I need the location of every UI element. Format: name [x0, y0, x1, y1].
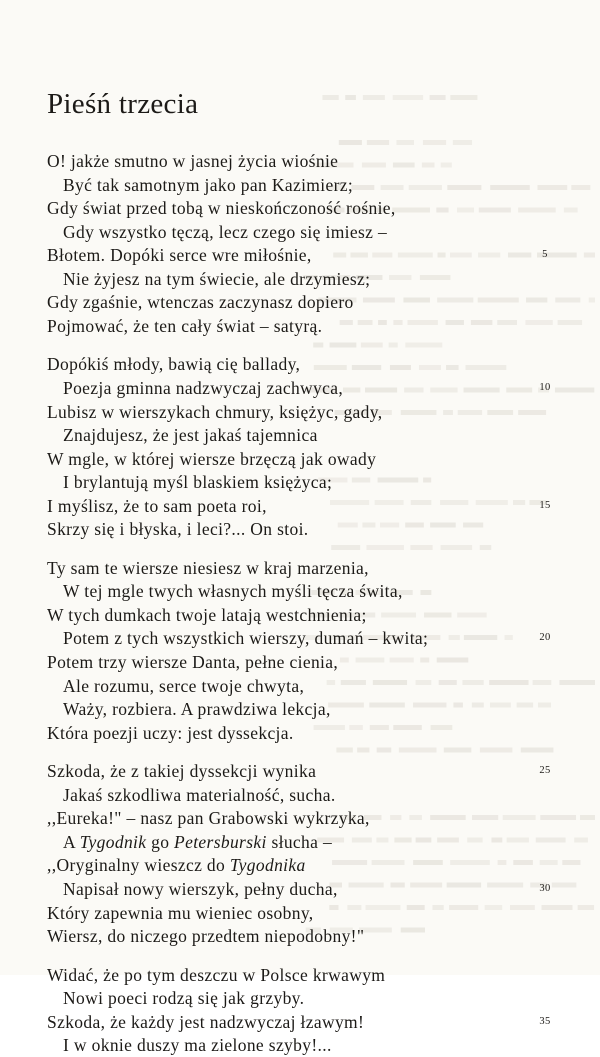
line-text: Ale rozumu, serce twoje chwyta,: [63, 675, 305, 696]
poem-line: [63, 1033, 332, 1057]
show-through-word: [513, 500, 525, 505]
show-through-word: [432, 905, 443, 910]
line-text: Gdy wszystko tęczą, lecz czego się imiesz –: [63, 221, 388, 242]
show-through-word: [489, 680, 528, 685]
show-through-word: [574, 838, 588, 843]
show-through-word: [347, 905, 361, 910]
poem-line: [47, 650, 338, 674]
poem-line: [63, 267, 370, 291]
show-through-word: [555, 388, 594, 393]
show-through-word: [458, 410, 482, 415]
show-through-word: [389, 275, 411, 280]
show-through-word: [491, 838, 502, 843]
show-through-word: [401, 928, 425, 933]
show-through-word: [507, 838, 529, 843]
show-through-word: [381, 613, 416, 618]
show-through-word: [403, 298, 430, 303]
show-through-word: [518, 410, 546, 415]
show-through-word: [478, 253, 500, 258]
poem-line: [47, 759, 316, 783]
show-through-word: [352, 838, 372, 843]
show-through-word: [513, 860, 533, 865]
poem-line: [47, 963, 385, 987]
show-through-word: [365, 388, 397, 393]
show-through-word: [340, 320, 353, 325]
line-text: ,,Oryginalny wieszcz do: [47, 855, 230, 876]
show-through-word: [584, 253, 595, 258]
poem-line: [47, 196, 396, 220]
show-through-word: [416, 838, 432, 843]
show-through-word: [537, 185, 567, 190]
line-text: Napisał nowy wierszyk, pełny ducha,: [63, 878, 338, 899]
line-text: Dopókiś młody, bawią cię ballady,: [47, 354, 301, 375]
poem-line: [63, 626, 428, 650]
poem-line: [63, 697, 331, 721]
poem-line: [63, 986, 304, 1010]
show-through-word: [580, 815, 595, 820]
show-through-word: [490, 185, 530, 190]
line-text: Która poezji uczy: jest dyssekcja.: [47, 722, 294, 743]
show-through-word: [423, 478, 431, 483]
show-through-word: [457, 208, 474, 213]
poem-line: [47, 290, 354, 314]
poem-line: [63, 579, 403, 603]
show-through-word: [424, 613, 451, 618]
show-through-word: [350, 253, 368, 258]
poem-line: [47, 853, 306, 877]
poem-line: [47, 901, 314, 925]
show-through-word: [328, 703, 364, 708]
show-through-word: [525, 320, 552, 325]
line-number: 25: [539, 765, 551, 777]
line-text: Być tak samotnym jako pan Kazimierz;: [63, 174, 354, 195]
show-through-word: [472, 815, 498, 820]
show-through-word: [333, 253, 346, 258]
show-through-word: [439, 680, 457, 685]
show-through-word: [362, 163, 386, 168]
show-through-word: [413, 703, 446, 708]
show-through-word: [487, 883, 523, 888]
line-text: ,,Eureka!" – nasz pan Grabowski wykrzyka,: [47, 808, 370, 829]
show-through-word: [440, 500, 468, 505]
poem-line: [63, 423, 318, 447]
show-through-word: [430, 388, 457, 393]
show-through-word: [361, 343, 383, 348]
show-through-word: [464, 388, 500, 393]
show-through-word: [480, 748, 513, 753]
show-through-word: [518, 208, 556, 213]
show-through-word: [327, 680, 335, 685]
show-through-word: [313, 343, 323, 348]
line-number: 5: [542, 249, 548, 261]
line-text: A: [63, 831, 80, 852]
show-through-word: [478, 298, 519, 303]
show-through-word: [376, 838, 388, 843]
show-through-word: [430, 523, 456, 528]
poem-line: [47, 721, 294, 745]
show-through-word: [341, 680, 366, 685]
show-through-word: [490, 703, 511, 708]
show-through-word: [559, 680, 595, 685]
show-through-word: [420, 590, 431, 595]
show-through-word: [373, 680, 407, 685]
show-through-word: [378, 478, 419, 483]
show-through-word: [390, 365, 411, 370]
line-text: Gdy zgaśnie, wtenczas zaczynasz dopiero: [47, 292, 354, 313]
show-through-word: [409, 185, 442, 190]
show-through-word: [343, 388, 360, 393]
show-through-word: [393, 320, 402, 325]
line-number: 20: [539, 632, 551, 644]
show-through-word: [363, 298, 395, 303]
show-through-word: [351, 185, 374, 190]
show-through-word: [430, 95, 446, 100]
italic-title: Tygodnik: [79, 831, 147, 852]
line-text: Jakaś szkodliwa materialność, sucha.: [63, 784, 336, 805]
show-through-word: [363, 95, 385, 100]
show-through-word: [336, 748, 352, 753]
show-through-word: [390, 658, 414, 663]
show-through-word: [367, 140, 389, 145]
show-through-word: [564, 208, 578, 213]
poem-line: [63, 674, 304, 698]
show-through-word: [393, 95, 423, 100]
poem-line: [47, 1010, 364, 1034]
show-through-word: [378, 320, 387, 325]
show-through-word: [330, 343, 357, 348]
show-through-word: [437, 658, 469, 663]
line-text: W tej mgle twych własnych myśli tęcza świta,: [63, 581, 403, 602]
italic-title: Petersburski: [174, 831, 267, 852]
line-text: I w oknie duszy ma zielone szyby!...: [63, 1035, 332, 1056]
show-through-word: [398, 253, 433, 258]
show-through-word: [472, 703, 484, 708]
line-text: Lubisz w wierszykach chmury, księżyc, gady,: [47, 401, 383, 422]
show-through-word: [405, 523, 424, 528]
show-through-word: [463, 523, 483, 528]
show-through-word: [399, 748, 437, 753]
line-text: Potem z tych wszystkich wierszy, dumań – kwita;: [63, 628, 429, 649]
show-through-word: [449, 905, 478, 910]
show-through-word: [558, 320, 582, 325]
line-text: Widać, że po tym deszczu w Polsce krwawym: [47, 964, 386, 985]
show-through-word: [390, 815, 401, 820]
show-through-word: [420, 658, 429, 663]
show-through-word: [338, 523, 358, 528]
poem-line: [47, 243, 312, 267]
show-through-word: [443, 410, 453, 415]
show-through-word: [372, 253, 392, 258]
show-through-word: [352, 478, 370, 483]
show-through-word: [416, 680, 432, 685]
show-through-word: [438, 253, 446, 258]
poem-line: [63, 220, 387, 244]
poem-line: [47, 447, 376, 471]
line-text: W tych dumkach twoje latają westchnienia;: [47, 604, 367, 625]
line-text: słucha –: [266, 831, 333, 852]
poem-line: [47, 603, 367, 627]
show-through-word: [349, 725, 362, 730]
poem-line: [47, 149, 338, 173]
italic-title: Tygodnika: [229, 855, 306, 876]
show-through-word: [365, 905, 400, 910]
show-through-word: [396, 140, 414, 145]
show-through-word: [450, 95, 477, 100]
line-number: 30: [539, 882, 551, 894]
show-through-word: [485, 905, 503, 910]
line-text: Znajdujesz, że jest jakaś tajemnica: [63, 425, 318, 446]
show-through-word: [392, 208, 430, 213]
poem-line: [63, 376, 343, 400]
show-through-word: [464, 635, 497, 640]
line-text: Wiersz, do niczego przedtem niepodobny!": [47, 926, 365, 947]
show-through-word: [505, 635, 513, 640]
show-through-word: [466, 365, 507, 370]
line-text: go: [146, 831, 175, 852]
line-text: Ty sam te wiersze niesiesz w kraj marzenia,: [47, 557, 369, 578]
show-through-word: [503, 815, 536, 820]
show-through-word: [413, 860, 443, 865]
show-through-word: [362, 523, 375, 528]
line-text: W mgle, w której wiersze brzęczą jak owady: [47, 448, 377, 469]
show-through-word: [410, 883, 442, 888]
show-through-word: [345, 95, 356, 100]
line-number: 35: [539, 1015, 551, 1027]
show-through-word: [404, 388, 423, 393]
show-through-word: [541, 905, 572, 910]
show-through-word: [480, 545, 492, 550]
show-through-word: [332, 860, 367, 865]
show-through-word: [444, 748, 472, 753]
show-through-word: [407, 905, 425, 910]
line-text: Nie żyjesz na tym świecie, ale drzymiesz;: [63, 268, 371, 289]
show-through-word: [540, 815, 576, 820]
show-through-word: [408, 320, 438, 325]
show-through-word: [394, 838, 411, 843]
show-through-word: [498, 860, 507, 865]
poem-line: [47, 352, 300, 376]
show-through-word: [380, 523, 399, 528]
show-through-word: [510, 905, 535, 910]
show-through-word: [393, 163, 415, 168]
canto-title: Pieśń trzecia: [47, 88, 199, 120]
show-through-word: [450, 860, 490, 865]
show-through-word: [462, 680, 483, 685]
show-through-word: [389, 343, 398, 348]
poem-line: [47, 517, 309, 541]
show-through-word: [578, 905, 594, 910]
show-through-word: [467, 838, 482, 843]
show-through-word: [401, 410, 437, 415]
show-through-word: [322, 95, 338, 100]
poem-line: [63, 470, 332, 494]
show-through-word: [377, 748, 392, 753]
show-through-word: [391, 883, 405, 888]
show-through-word: [476, 500, 508, 505]
poem-line: [63, 173, 353, 197]
show-through-word: [449, 635, 460, 640]
show-through-word: [349, 883, 384, 888]
show-through-word: [358, 320, 373, 325]
line-text: Szkoda, że każdy jest nadzwyczaj łzawym!: [47, 1011, 365, 1032]
show-through-word: [521, 748, 554, 753]
show-through-word: [331, 545, 360, 550]
show-through-word: [419, 365, 441, 370]
line-text: Waży, rozbiera. A prawdziwa lekcja,: [63, 699, 331, 720]
show-through-word: [369, 703, 405, 708]
line-text: Skrzy się i błyska, i leci?... On stoi.: [47, 519, 309, 540]
show-through-word: [479, 208, 511, 213]
show-through-word: [562, 860, 580, 865]
show-through-word: [457, 613, 486, 618]
show-through-word: [357, 748, 369, 753]
show-through-word: [314, 365, 347, 370]
line-text: I myślisz, że to sam poeta roi,: [47, 495, 267, 516]
show-through-word: [431, 725, 453, 730]
poem-line: [47, 314, 322, 338]
show-through-word: [366, 545, 403, 550]
show-through-word: [450, 253, 472, 258]
line-text: Gdy świat przed tobą w nieskończoność rośnie,: [47, 198, 396, 219]
show-through-word: [447, 883, 481, 888]
line-text: Szkoda, że z takiej dyssekcji wynika: [47, 761, 317, 782]
show-through-word: [446, 365, 459, 370]
show-through-word: [508, 253, 531, 258]
poem-line: [63, 877, 338, 901]
line-text: Nowi poeci rodzą się jak grzyby.: [63, 988, 305, 1009]
poem-line: [47, 400, 382, 424]
line-number: 10: [539, 381, 551, 393]
line-text: O! jakże smutno w jasnej życia wiośnie: [47, 151, 339, 171]
show-through-word: [422, 163, 435, 168]
show-through-word: [375, 500, 404, 505]
show-through-word: [314, 725, 345, 730]
show-through-word: [540, 860, 558, 865]
show-through-word: [453, 140, 472, 145]
show-through-word: [437, 838, 459, 843]
show-through-word: [411, 500, 432, 505]
line-text: Błotem. Dopóki serce wre miłośnie,: [47, 245, 312, 266]
show-through-word: [405, 343, 442, 348]
show-through-word: [526, 298, 547, 303]
line-text: I brylantują myśl blaskiem księżyca;: [63, 472, 333, 493]
show-through-word: [436, 208, 448, 213]
show-through-word: [538, 703, 551, 708]
poem-line: [47, 924, 364, 948]
show-through-word: [330, 500, 369, 505]
show-through-word: [352, 365, 381, 370]
poem-line: [63, 830, 332, 854]
line-number: 15: [539, 499, 551, 511]
line-text: Potem trzy wiersze Danta, pełne cienia,: [47, 652, 339, 672]
poem-line: [47, 556, 369, 580]
show-through-word: [446, 320, 464, 325]
line-text: Poezja gminna nadzwyczaj zachwyca,: [63, 377, 344, 398]
show-through-word: [381, 185, 404, 190]
show-through-word: [497, 320, 517, 325]
show-through-word: [340, 658, 349, 663]
show-through-word: [441, 163, 452, 168]
show-through-word: [533, 680, 552, 685]
line-text: Pojmować, że ten cały świat – satyrą.: [47, 315, 323, 336]
show-through-word: [506, 388, 532, 393]
show-through-word: [339, 140, 362, 145]
poem-line: [47, 494, 267, 518]
show-through-word: [555, 298, 580, 303]
show-through-word: [430, 815, 465, 820]
show-through-word: [453, 703, 462, 708]
show-through-word: [420, 275, 451, 280]
show-through-word: [329, 905, 338, 910]
show-through-word: [370, 725, 389, 730]
show-through-word: [437, 298, 473, 303]
show-through-word: [517, 703, 534, 708]
show-through-word: [423, 140, 446, 145]
show-through-word: [372, 860, 405, 865]
poem-line: [47, 806, 370, 830]
show-through-word: [471, 320, 492, 325]
show-through-word: [441, 545, 473, 550]
show-through-word: [393, 725, 422, 730]
show-through-word: [410, 545, 432, 550]
show-through-word: [356, 658, 385, 663]
show-through-word: [487, 410, 513, 415]
line-text: Który zapewnia mu wieniec osobny,: [47, 902, 314, 923]
show-through-word: [571, 185, 590, 190]
show-through-word: [409, 815, 422, 820]
show-through-word: [447, 185, 481, 190]
poem-line: [63, 783, 336, 807]
show-through-word: [589, 298, 595, 303]
show-through-word: [536, 838, 566, 843]
